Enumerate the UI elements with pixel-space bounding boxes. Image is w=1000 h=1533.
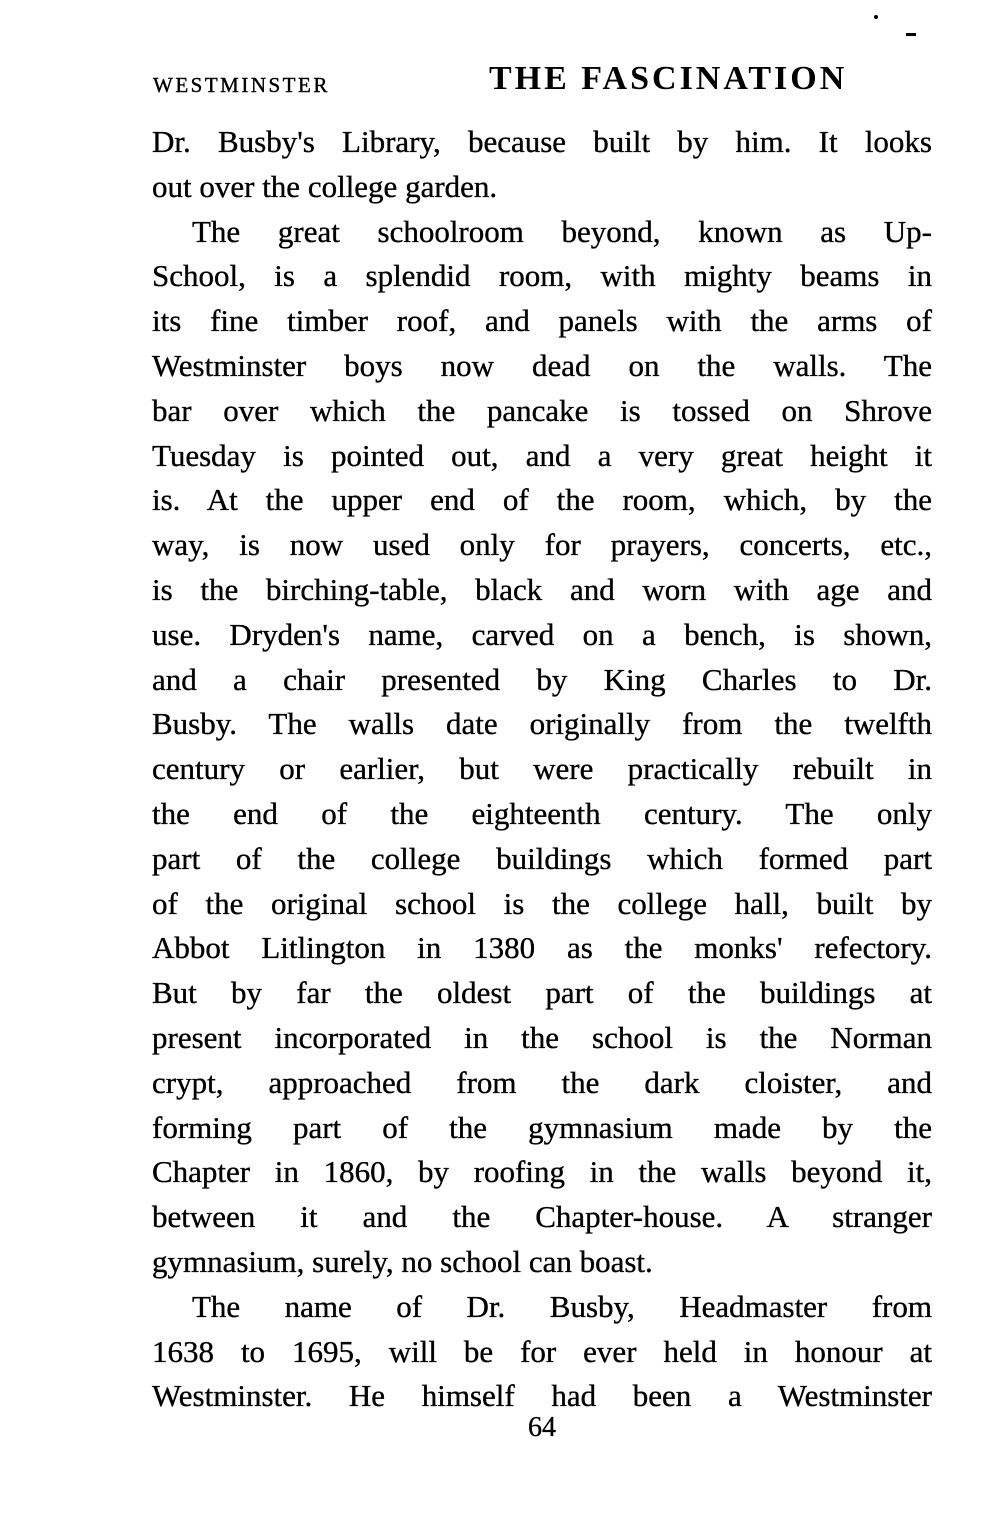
text-line: is. At the upper end of the room, which, by the <box>152 482 932 518</box>
text-line: Chapter in 1860, by roofing in the walls beyond it, <box>152 1154 932 1190</box>
running-header-right: THE FASCINATION <box>489 60 848 97</box>
text-line: Westminster boys now dead on the walls. The <box>152 347 932 383</box>
text-line: 1638 to 1695, will be for ever held in honour at <box>152 1333 932 1369</box>
page-number: 64 <box>528 1412 556 1443</box>
text-line: Tuesday is pointed out, and a very great height it <box>152 437 932 473</box>
text-line: crypt, approached from the dark cloister, and <box>152 1064 932 1100</box>
text-line: gymnasium, surely, no school can boast. <box>152 1243 653 1279</box>
text-line: Abbot Litlington in 1380 as the monks' refectory. <box>152 930 932 966</box>
text-line: between it and the Chapter-house. A stranger <box>152 1199 932 1235</box>
running-header-left: WESTMINSTER <box>153 73 330 97</box>
text-line: its fine timber roof, and panels with the arms of <box>152 303 932 339</box>
text-line: way, is now used only for prayers, concerts, etc., <box>152 527 932 563</box>
text-line: School, is a splendid room, with mighty beams in <box>152 258 932 294</box>
text-line: Westminster. He himself had been a Westminster <box>152 1378 932 1414</box>
text-line: Busby. The walls date originally from the twelfth <box>152 706 932 742</box>
text-line: The name of Dr. Busby, Headmaster from <box>192 1288 932 1324</box>
text-line: and a chair presented by King Charles to Dr. <box>152 661 932 697</box>
text-line: the end of the eighteenth century. The only <box>152 795 932 831</box>
text-line: part of the college buildings which formed part <box>152 840 932 876</box>
text-line: present incorporated in the school is the Norman <box>152 1019 932 1055</box>
ink-speck <box>906 33 916 36</box>
text-line: is the birching-table, black and worn with age and <box>152 571 932 607</box>
text-line: bar over which the pancake is tossed on Shrove <box>152 392 932 428</box>
ink-speck <box>874 15 878 19</box>
text-line: forming part of the gymnasium made by the <box>152 1109 932 1145</box>
text-line: But by far the oldest part of the buildings at <box>152 975 932 1011</box>
text-line: century or earlier, but were practically rebuilt in <box>152 751 932 787</box>
text-line: use. Dryden's name, carved on a bench, is shown, <box>152 616 932 652</box>
text-line: of the original school is the college hall, built by <box>152 885 932 921</box>
page-body-text <box>152 120 932 1419</box>
text-line: out over the college garden. <box>152 168 498 204</box>
text-line: Dr. Busby's Library, because built by him. It looks <box>152 124 932 159</box>
text-line: The great schoolroom beyond, known as Up- <box>192 213 932 249</box>
